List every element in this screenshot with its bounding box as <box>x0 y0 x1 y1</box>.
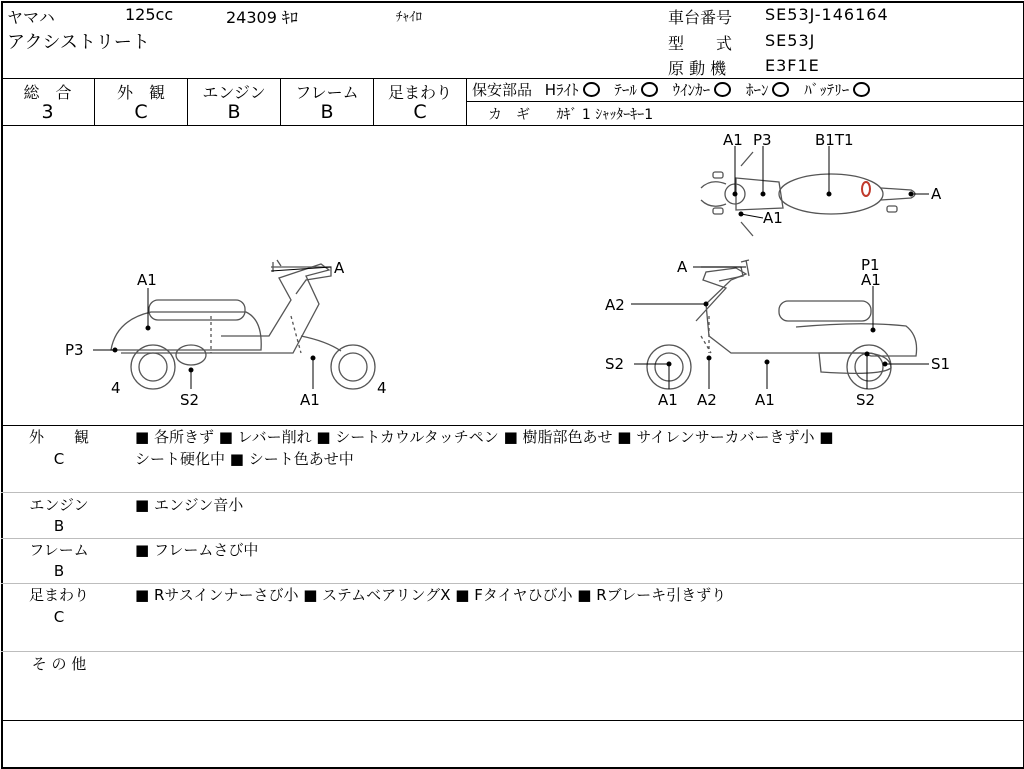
label-right-a1: A1 <box>861 271 881 289</box>
grade-exterior-label: 外 観 <box>116 83 165 102</box>
key-row <box>488 104 653 124</box>
label-left-4-front: 4 <box>111 379 121 397</box>
grade-engine-label: エンジン <box>202 83 266 102</box>
label-right-s2: S2 <box>605 355 625 373</box>
other-section-label: そ の 他 <box>31 655 87 673</box>
suspension-section-grade: C <box>53 608 65 626</box>
frame-section-label: フレーム <box>29 541 89 559</box>
label-right-s1: S1 <box>931 355 951 373</box>
label-right-a2: A2 <box>605 296 625 314</box>
rule <box>467 101 1023 102</box>
type-label: 型 式 <box>668 34 733 53</box>
grade-suspension-label: 足まわり <box>387 83 452 102</box>
rule <box>1 78 1023 79</box>
rule <box>1 492 1023 493</box>
rule <box>1 720 1023 721</box>
safety-taillight: ﾃｰﾙ <box>614 81 637 99</box>
frame-notes: ■ フレームさび中 <box>135 541 259 559</box>
label-left-a-handle: A <box>334 259 345 277</box>
label-top-a1: A1 <box>723 131 743 149</box>
frame-no-label: 車台番号 <box>668 8 733 27</box>
color: ﾁｬｲﾛ <box>396 10 422 25</box>
grade-frame-label: フレーム <box>295 83 359 102</box>
displacement: 125cc <box>125 5 174 24</box>
safety-parts-row <box>472 80 870 100</box>
grade-overall-label: 総 合 <box>23 83 72 102</box>
grade-engine-value: B <box>227 101 241 123</box>
grade-suspension-value: C <box>413 101 427 123</box>
label-left-s2: S2 <box>180 391 200 409</box>
label-top-b1t1: B1T1 <box>815 131 854 149</box>
exterior-label: 外 観 <box>28 428 89 446</box>
damage-marker <box>862 182 870 196</box>
label-left-4-rear: 4 <box>377 379 387 397</box>
safety-label: 保安部品 <box>472 81 533 99</box>
label-top-a1-lower: A1 <box>763 209 783 227</box>
type-value: SE53J <box>765 31 816 50</box>
safety-battery: ﾊﾞｯﾃﾘｰ <box>804 81 850 99</box>
engine-model: E3F1E <box>765 56 820 75</box>
safety-horn: ﾎｰﾝ <box>745 81 769 99</box>
frame-no: SE53J-146164 <box>765 5 889 24</box>
label-right-a1-bottom-2: A1 <box>755 391 775 409</box>
maker: ヤマハ <box>7 8 55 27</box>
grade-exterior-value: C <box>134 101 148 123</box>
label-right-s2-bottom: S2 <box>856 391 876 409</box>
exterior-grade: C <box>53 450 65 468</box>
ok-circle-icon <box>853 82 870 97</box>
suspension-notes: ■ Rサスインナーさび小 ■ ステムベアリングX ■ Fタイヤひび小 ■ Rブレーキ引きずり <box>135 586 727 604</box>
engine-label: 原 動 機 <box>668 59 727 78</box>
key-label: カ ギ <box>488 107 530 123</box>
label-top-a-rear: A <box>931 185 942 203</box>
label-left-p3: P3 <box>65 341 84 359</box>
ok-circle-icon <box>641 82 658 97</box>
label-left-a1: A1 <box>137 271 157 289</box>
label-right-a1-bottom: A1 <box>658 391 678 409</box>
label-right-a: A <box>677 258 688 276</box>
safety-headlight: Hﾗｲﾄ <box>544 81 579 99</box>
mileage: 24309 ｷﾛ <box>226 8 298 27</box>
label-right-p1: P1 <box>861 256 880 274</box>
frame-section-grade: B <box>53 562 65 580</box>
engine-notes: ■ エンジン音小 <box>135 496 244 514</box>
model-name: アクシストリート <box>7 32 150 53</box>
label-top-p3: P3 <box>753 131 772 149</box>
key-value: ｶｷﾞ 1 ｼｬｯﾀｰｷｰ1 <box>556 107 654 123</box>
damage-diagram <box>1 126 1023 424</box>
safety-winker: ｳｲﾝｶｰ <box>672 81 711 99</box>
grade-overall-value: 3 <box>41 101 54 123</box>
divider <box>466 78 467 125</box>
label-right-a2-bottom: A2 <box>697 391 717 409</box>
engine-section-label: エンジン <box>29 496 89 514</box>
exterior-notes-line1: ■ 各所きず ■ レバー削れ ■ シートカウルタッチペン ■ 樹脂部色あせ ■ サイレンサーカバーきず小 ■ <box>135 428 834 446</box>
suspension-section-label: 足まわり <box>28 586 89 604</box>
exterior-notes-line2: シート硬化中 ■ シート色あせ中 <box>135 450 354 468</box>
engine-section-grade: B <box>53 517 65 535</box>
ok-circle-icon <box>714 82 731 97</box>
grade-frame-value: B <box>320 101 334 123</box>
label-left-a1-bottom: A1 <box>300 391 320 409</box>
ok-circle-icon <box>583 82 600 97</box>
ok-circle-icon <box>772 82 789 97</box>
rule <box>1 651 1023 652</box>
